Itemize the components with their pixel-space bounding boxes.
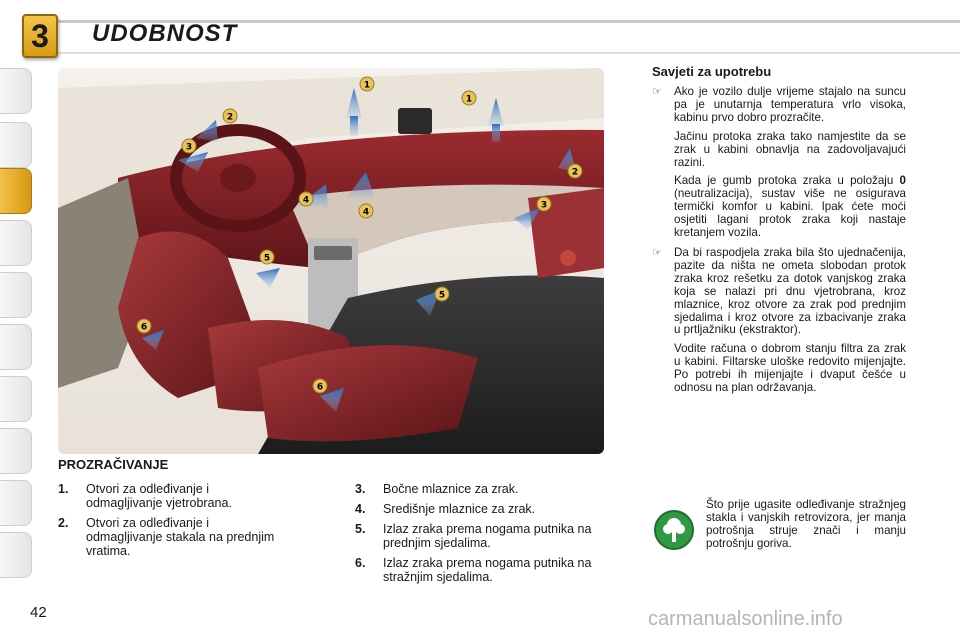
eco-note <box>652 498 906 572</box>
callout-label: 2 <box>571 167 579 178</box>
usage-tips <box>652 64 906 402</box>
radio-unit <box>314 246 352 260</box>
legend-item <box>58 482 288 510</box>
tip-paragraph: Jačinu protoka zraka tako namjestite da se zrak u kabini obnavlja na zadovoljavajući razini. <box>674 129 906 169</box>
tip-ventilation <box>652 86 906 240</box>
chapter-tab-10[interactable] <box>0 532 32 578</box>
car-interior-drawing <box>58 68 604 454</box>
callout-label: 3 <box>185 142 193 153</box>
chapter-tab-3-active[interactable] <box>0 168 32 214</box>
callout-label: 1 <box>363 80 371 91</box>
legend-number: 1. <box>58 482 69 496</box>
legend-number: 2. <box>58 516 69 530</box>
chapter-tab-1[interactable] <box>0 68 32 114</box>
legend-number: 3. <box>355 482 366 496</box>
pointing-hand-icon: ☞ <box>652 86 662 98</box>
navigation-screen <box>398 108 432 134</box>
tip-paragraph: Ako je vozilo dulje vrijeme stajalo na suncu pa je unutarnja temperatura vrlo visoka, kabinu prvo dobro prozračite. <box>674 85 906 124</box>
chapter-badge <box>22 14 58 58</box>
tip-air-distribution <box>652 247 906 395</box>
tip-text: Kada je gumb protoka zraka u položaju <box>674 174 900 188</box>
tip-paragraph: Da bi raspodjela zraka bila što ujednačenija, pazite da ništa ne ometa slobodan protok zraka kroz rešetku za dotok vanjskog zraka koja se nalazi pri dnu vjetrobrana, kroz mlaznice, kroz otvore za zrak pod prednjim sjedalima i kroz otvore za izbacivanje zraka u prtljažniku (ekstraktor). <box>674 245 906 337</box>
page-number: 42 <box>30 604 47 621</box>
callout-label: 5 <box>263 253 271 264</box>
legend-text: Središnje mlaznice za zrak. <box>383 502 536 516</box>
legend-item <box>58 516 288 558</box>
legend-text: Bočne mlaznice za zrak. <box>383 482 519 496</box>
pointing-hand-icon: ☞ <box>652 246 662 259</box>
tips-title: Savjeti za upotrebu <box>652 64 772 79</box>
legend-text: Otvori za odleđivanje i odmagljivanje vjetrobrana. <box>86 482 232 510</box>
callout-label: 6 <box>316 382 324 393</box>
callout-label: 4 <box>362 207 370 218</box>
rear-seat <box>258 345 478 441</box>
legend-item <box>355 502 605 516</box>
watermark: carmanualsonline.info <box>648 608 843 630</box>
tree-icon <box>654 510 694 550</box>
chapter-tab-2[interactable] <box>0 122 32 168</box>
callout-label: 3 <box>540 200 548 211</box>
callout-label: 2 <box>226 112 234 123</box>
ventilation-illustration <box>58 68 604 454</box>
callout-label: 1 <box>465 94 473 105</box>
legend-text: Izlaz zraka prema nogama putnika na prednjim sjedalima. <box>383 522 592 550</box>
legend-item <box>355 482 605 496</box>
tip-text: (neutralizacija), sustav više ne osigurava termički komfor u kabini. Ipak ćete moći osjetiti lagani protok zraka koji nastaje kretanjem vozila. <box>674 187 906 240</box>
legend-text: Izlaz zraka prema nogama putnika na stražnjim sjedalima. <box>383 556 592 584</box>
header-rule-bottom <box>52 52 960 54</box>
legend-number: 4. <box>355 502 366 516</box>
legend-left <box>58 482 288 564</box>
legend-item <box>355 556 605 584</box>
door-speaker <box>560 250 576 266</box>
chapter-tab-8[interactable] <box>0 428 32 474</box>
tip-position-zero: 0 <box>899 174 906 188</box>
legend-number: 5. <box>355 522 366 536</box>
chapter-tab-9[interactable] <box>0 480 32 526</box>
section-title: PROZRAČIVANJE <box>58 457 169 472</box>
chapter-tab-6[interactable] <box>0 324 32 370</box>
callout-label: 6 <box>140 322 148 333</box>
legend-right <box>355 482 605 590</box>
callout-label: 5 <box>438 290 446 301</box>
legend-number: 6. <box>355 556 366 570</box>
chapter-title: UDOBNOST <box>92 20 238 47</box>
chapter-tab-5[interactable] <box>0 272 32 318</box>
chapter-number: 3 <box>31 17 49 54</box>
chapter-tab-7[interactable] <box>0 376 32 422</box>
tip-paragraph <box>674 175 906 240</box>
chapter-header <box>0 8 960 60</box>
steering-hub <box>220 164 256 192</box>
legend-text: Otvori za odleđivanje i odmagljivanje stakala na prednjim vratima. <box>86 516 275 558</box>
eco-note-text: Što prije ugasite odleđivanje stražnjeg stakla i vanjskih retrovizora, jer manja potrošnja struje znači i manju potrošnju goriva. <box>706 498 906 550</box>
callout-label: 4 <box>302 195 310 206</box>
chapter-tab-4[interactable] <box>0 220 32 266</box>
tip-paragraph: Vodite računa o dobrom stanju filtra za zrak u kabini. Filtarske uloške redovito mijenjajte. Po potrebi ih mijenjajte i dvaput češće u odnosu na plan održavanja. <box>674 342 906 395</box>
chapter-tabs <box>0 68 34 578</box>
legend-item <box>355 522 605 550</box>
